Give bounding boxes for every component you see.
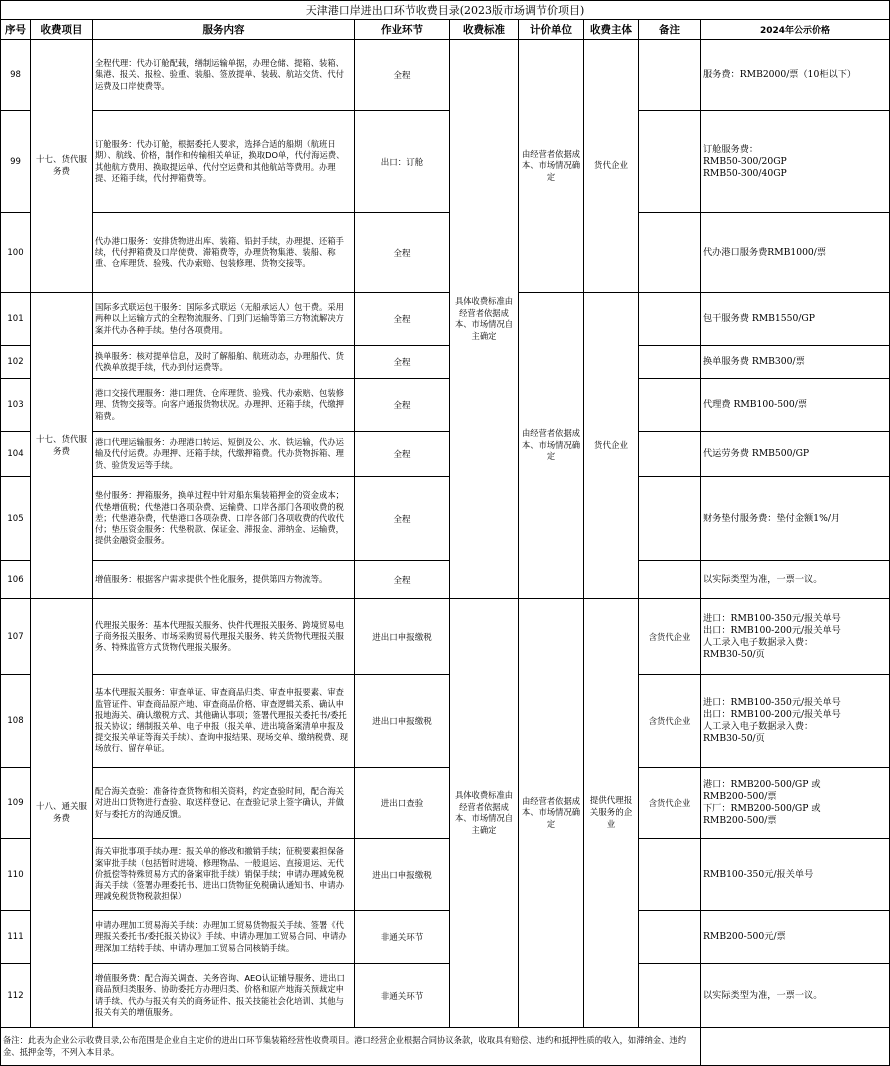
header-content: 服务内容: [93, 20, 355, 40]
footer-empty-cell: [701, 1028, 890, 1066]
price-line: RMB200-500/票: [703, 815, 777, 826]
merged-subject-b: 货代企业: [584, 293, 639, 599]
row-content: 增值服务费：配合海关调查、关务咨询、AEO认证辅导服务、进出口商品预归类服务、协助委托方办理归类、价格和原产地海关预裁定申请手续、代办与报关有关的商务证件、报关技能社会化培训、其他与报关有关的增值服务。: [93, 964, 355, 1028]
row-price: [701, 40, 890, 111]
row-stage: 进出口申报缴税: [355, 599, 450, 675]
price-line: 代理费 RMB100-500/票: [703, 399, 808, 410]
table-title: 天津港口岸进出口环节收费目录(2023版市场调节价项目): [1, 1, 890, 20]
price-line: 以实际类型为准，一票一议。: [703, 989, 823, 1001]
price-line: 下厂：RMB200-500/GP 或: [703, 803, 821, 814]
merged-subject-a: 货代企业: [584, 40, 639, 293]
row-stage: 非通关环节: [355, 911, 450, 964]
row-stage: 出口：订舱: [355, 111, 450, 213]
row-remark: [639, 346, 701, 379]
row-no: 111: [1, 911, 31, 964]
row-price: [701, 346, 890, 379]
table-row: [1, 111, 890, 213]
price-line: 财务垫付服务费：垫付金额1%/月: [703, 512, 841, 524]
row-remark: [639, 432, 701, 477]
row-content: 订舱服务：代办订舱，根据委托人要求，选择合适的船期（航班日期）、航线、价格，制作和传输相关单证，换取DO单，代付海运费、其他航方费用、换取提运单、代付空运费和其他航站等费用。办理提、还箱手续，代付押箱费等。: [93, 111, 355, 213]
table-row: [1, 379, 890, 432]
row-no: 103: [1, 379, 31, 432]
price-line: RMB30-50/页: [703, 648, 765, 660]
row-remark: [639, 964, 701, 1028]
price-line: 服务费：RMB2000/票（10柜以下）: [703, 69, 857, 80]
row-remark: 含货代企业: [639, 599, 701, 675]
merged-unit-a: 由经营者依据成本、市场情况确定: [519, 40, 584, 293]
merged-standard-b: 具体收费标准由经营者依据成本、市场情况自主确定: [450, 599, 519, 1028]
price-line: 代运劳务费 RMB500/GP: [703, 448, 810, 459]
header-no: 序号: [1, 20, 31, 40]
table-row: [1, 964, 890, 1028]
row-stage: 非通关环节: [355, 964, 450, 1028]
price-line: RMB200-500元/票: [703, 931, 786, 942]
table-row: [1, 477, 890, 561]
row-price: [701, 379, 890, 432]
price-line: RMB50-300/40GP: [703, 167, 787, 179]
price-line: 进口：RMB100-350元/报关单号: [703, 612, 841, 624]
price-line: 人工录入电子数据录入费：: [703, 636, 814, 648]
row-content: 换单服务：核对提单信息，及时了解船舶、航班动态，办理船代、货代换单放提手续，代办到付运费等。: [93, 346, 355, 379]
row-stage: 进出口查验: [355, 768, 450, 839]
price-line: RMB100-350元/报关单号: [703, 868, 814, 880]
row-remark: [639, 379, 701, 432]
price-line: 换单服务费 RMB300/票: [703, 356, 805, 367]
price-line: 以实际类型为准，一票一议。: [703, 573, 823, 585]
row-remark: [639, 839, 701, 911]
table-row: [1, 911, 890, 964]
price-line: 港口：RMB200-500/GP 或: [703, 779, 821, 790]
table-row: [1, 213, 890, 293]
merged-unit-c: 由经营者依据成本、市场情况确定: [519, 599, 584, 1028]
price-line: RMB30-50/页: [703, 733, 765, 744]
row-no: 101: [1, 293, 31, 346]
row-remark: [639, 293, 701, 346]
row-stage: 全程: [355, 346, 450, 379]
row-content: 代办港口服务：安排货物进出库、装箱、铅封手续，办理提、还箱手续，代付押箱费及口岸使费、滞箱费等，办理货物集港、装船、称重、仓库理货、验残、代办索赔、包装修理、货物交接等。: [93, 213, 355, 293]
footer-note: 备注：此表为企业公示收费目录,公布范围是企业自主定价的进出口环节集装箱经营性收费项目。港口经营企业根据合同协议条款，收取具有赔偿、违约和抵押性质的收入，如滞纳金、违约金、抵押金等，不列入本目录。: [1, 1028, 701, 1066]
row-price: [701, 293, 890, 346]
group-item-17a: 十七、货代服务费: [31, 40, 93, 293]
row-price: [701, 111, 890, 213]
row-content: 垫付服务：押箱服务，换单过程中针对船东集装箱押金的资金成本；代垫增值税；代垫港口各项杂费、运输费、口岸各部门各项收费的税差；代垫港杂费，代垫港口各项杂费、口岸各部门各项收费的代收代付；垫压资金服务：代垫税款、保证金、滞报金、滞纳金、运输费，提供金融资金服务。: [93, 477, 355, 561]
row-price: [701, 964, 890, 1028]
row-content: 全程代理：代办订舱配载，缮制运输单据，办理仓储、提箱、装箱、集港、报关、报检、验重、装船、签放提单、装载、航站交货、代付运费及口岸使费等。: [93, 40, 355, 111]
row-remark: [639, 561, 701, 599]
row-no: 102: [1, 346, 31, 379]
row-stage: 全程: [355, 477, 450, 561]
table-row: [1, 346, 890, 379]
row-price: [701, 675, 890, 768]
row-no: 107: [1, 599, 31, 675]
table-row: [1, 432, 890, 477]
row-no: 104: [1, 432, 31, 477]
table-row: [1, 40, 890, 111]
header-price: 2024年公示价格: [701, 20, 890, 40]
header-stage: 作业环节: [355, 20, 450, 40]
row-no: 109: [1, 768, 31, 839]
header-row: [1, 20, 890, 40]
price-line: 订舱服务费：: [703, 143, 759, 155]
row-price: [701, 477, 890, 561]
price-line: RMB50-300/20GP: [703, 155, 787, 167]
row-content: 海关审批事项手续办理：报关单的修改和撤销手续；征税要素担保备案审批手续（包括暂时进境、修理物品、一般退运、直接退运、无代价抵偿等特殊贸易方式的备案审批手续）销保手续；申请办理减免税海关手续（签署办理委托书、进出口货物征免税确认通知书、申请办理减免税货物税款担保）: [93, 839, 355, 911]
row-remark: [639, 40, 701, 111]
row-stage: 进出口申报缴税: [355, 839, 450, 911]
price-line: 人工录入电子数据录入费：: [703, 721, 814, 732]
row-no: 108: [1, 675, 31, 768]
row-stage: 全程: [355, 432, 450, 477]
row-no: 98: [1, 40, 31, 111]
price-line: 出口：RMB100-200元/报关单号: [703, 624, 841, 636]
row-no: 99: [1, 111, 31, 213]
header-standard: 收费标准: [450, 20, 519, 40]
table-row: [1, 839, 890, 911]
row-no: 105: [1, 477, 31, 561]
table-row: [1, 293, 890, 346]
row-content: 增值服务：根据客户需求提供个性化服务，提供第四方物流等。: [93, 561, 355, 599]
row-content: 基本代理报关服务：审查单证、审查商品归类、审查申报要素、审查监管证件、审查商品原产地、审查商品价格、审查逻辑关系、确认申报地海关、确认缴税方式、其他确认事项；签署代理报关委托书/委托报关协议；缮制报关单、电子申报（报关单、进出境备案清单申报及提交报关单证等海关手续）、查询申报结果、现场交单、缴纳税费、现场放行、留存单证。: [93, 675, 355, 768]
row-stage: 全程: [355, 293, 450, 346]
price-line: 出口：RMB100-200元/报关单号: [703, 709, 841, 720]
price-line: RMB200-500/票: [703, 791, 777, 802]
row-no: 110: [1, 839, 31, 911]
row-stage: 全程: [355, 561, 450, 599]
row-no: 112: [1, 964, 31, 1028]
row-price: [701, 911, 890, 964]
row-remark: [639, 213, 701, 293]
row-stage: 进出口申报缴税: [355, 675, 450, 768]
row-stage: 全程: [355, 379, 450, 432]
row-remark: [639, 911, 701, 964]
price-line: 代办港口服务费RMB1000/票: [703, 246, 827, 258]
row-no: 100: [1, 213, 31, 293]
table-row: [1, 675, 890, 768]
table-row: [1, 561, 890, 599]
header-item: 收费项目: [31, 20, 93, 40]
row-stage: 全程: [355, 40, 450, 111]
merged-unit-b: 由经营者依据成本、市场情况确定: [519, 293, 584, 599]
row-content: 国际多式联运包干服务：国际多式联运（无船承运人）包干费。采用两种以上运输方式的全程物流服务、门到门运输等第三方物流解决方案并代办各种手续。垫付各项费用。: [93, 293, 355, 346]
row-remark: 含货代企业: [639, 768, 701, 839]
footer-row: [1, 1028, 890, 1066]
row-content: 港口代理运输服务：办理港口转运、短倒及公、水、铁运输，代办运输及代付运费。办理押、还箱手续，代缴押箱费。代办货物拆箱、理货、验货发运等手续。: [93, 432, 355, 477]
row-content: 申请办理加工贸易海关手续：办理加工贸易货物报关手续、签署《代理报关委托书/委托报关协议》手续、申请办理加工贸易合同、申请办理深加工结转手续、申请办理加工贸易合同核销手续。: [93, 911, 355, 964]
row-price: [701, 839, 890, 911]
row-price: [701, 213, 890, 293]
row-stage: 全程: [355, 213, 450, 293]
row-content: 港口交接代理服务：港口理货、仓库理货、验残、代办索赔、包装修理、货物交接等。向客户通报货物状况。办理押、还箱手续，代缴押箱费。: [93, 379, 355, 432]
row-remark: [639, 111, 701, 213]
price-line: 包干服务费 RMB1550/GP: [703, 313, 815, 324]
row-no: 106: [1, 561, 31, 599]
row-price: [701, 561, 890, 599]
group-item-18: 十八、通关服务费: [31, 599, 93, 1028]
header-remark: 备注: [639, 20, 701, 40]
row-content: 代理报关服务：基本代理报关服务、快件代理报关服务、跨境贸易电子商务报关服务、市场采购贸易代理报关服务、转关货物代理报关服务、特殊监管方式货物代理报关服务。: [93, 599, 355, 675]
row-remark: [639, 477, 701, 561]
row-remark: 含货代企业: [639, 675, 701, 768]
group-item-17b: 十七、货代服务费: [31, 293, 93, 599]
merged-standard-a: 具体收费标准由经营者依据成本、市场情况自主确定: [450, 40, 519, 599]
table-row: [1, 599, 890, 675]
row-price: [701, 768, 890, 839]
row-price: [701, 599, 890, 675]
merged-subject-c: 提供代理报关服务的企业: [584, 599, 639, 1028]
row-content: 配合海关查验：准备待查货物和相关资料，约定查验时间，配合海关对进出口货物进行查验、取送样登记、在查验记录上签字确认，并做好与委托方的沟通反馈。: [93, 768, 355, 839]
row-price: [701, 432, 890, 477]
table-row: [1, 768, 890, 839]
header-unit: 计价单位: [519, 20, 584, 40]
price-line: 进口：RMB100-350元/报关单号: [703, 697, 841, 708]
header-subject: 收费主体: [584, 20, 639, 40]
